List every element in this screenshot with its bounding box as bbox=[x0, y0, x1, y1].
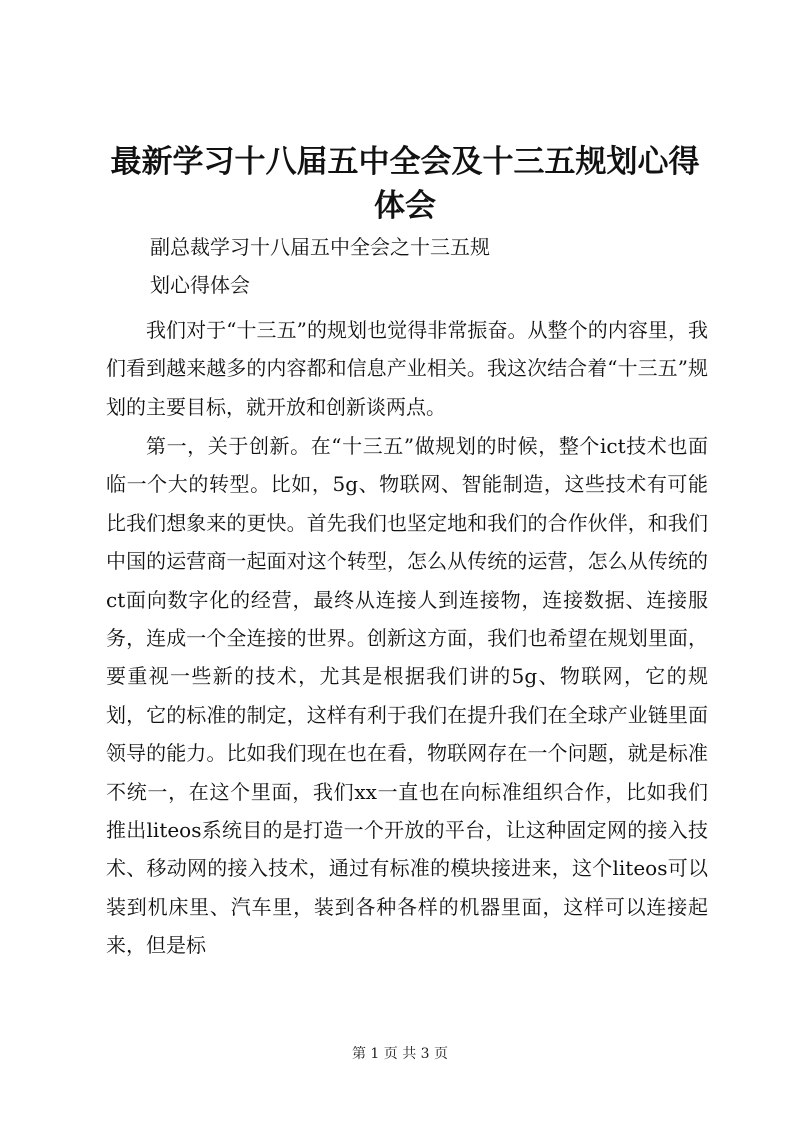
page-footer: 第 1 页 共 3 页 bbox=[351, 1046, 449, 1062]
body-paragraph-1: 我们对于“十三五”的规划也觉得非常振奋。从整个的内容里，我们看到越来越多的内容都和信息产业相关。我这次结合着“十三五”规划的主要目标，就开放和创新谈两点。 bbox=[106, 318, 708, 419]
subtitle-line-1: 副总裁学习十八届五中全会之十三五规 bbox=[150, 235, 490, 259]
document-title: 最新学习十八届五中全会及十三五规划心得体会 bbox=[110, 144, 700, 224]
body-paragraph-2: 第一，关于创新。在“十三五”做规划的时候，整个ict技术也面临一个大的转型。比如，5g、物联网、智能制造，这些技术有可能比我们想象来的更快。首先我们也坚定地和我们的合作伙伴，和我们中国的运营商一起面对这个转型，怎么从传统的运营，怎么从传统的ct面向数字化的经营，最终从连接人到连接物，连接数据、连接服务，连成一个全连接的世界。创新这方面，我们也希望在规划里面，要重视一些新的技术，尤其是根据我们讲的5g、物联网，它的规划，它的标准的制定，这样有利于我们在提升我们在全球产业链里面领导的能力。比如我们现在也在看，物联网存在一个问题，就是标准不统一，在这个里面，我们xx一直也在向标准组织合作，比如我们推出liteos系统目的是打造一个开放的平台，让这种固定网的接入技术、移动网的接入技术，通过有标准的模块接进来，这个liteos可以装到机床里、汽车里，装到各种各样的机器里面，这样可以连接起来，但是标 bbox=[106, 434, 708, 958]
subtitle-line-2: 划心得体会 bbox=[150, 273, 250, 297]
